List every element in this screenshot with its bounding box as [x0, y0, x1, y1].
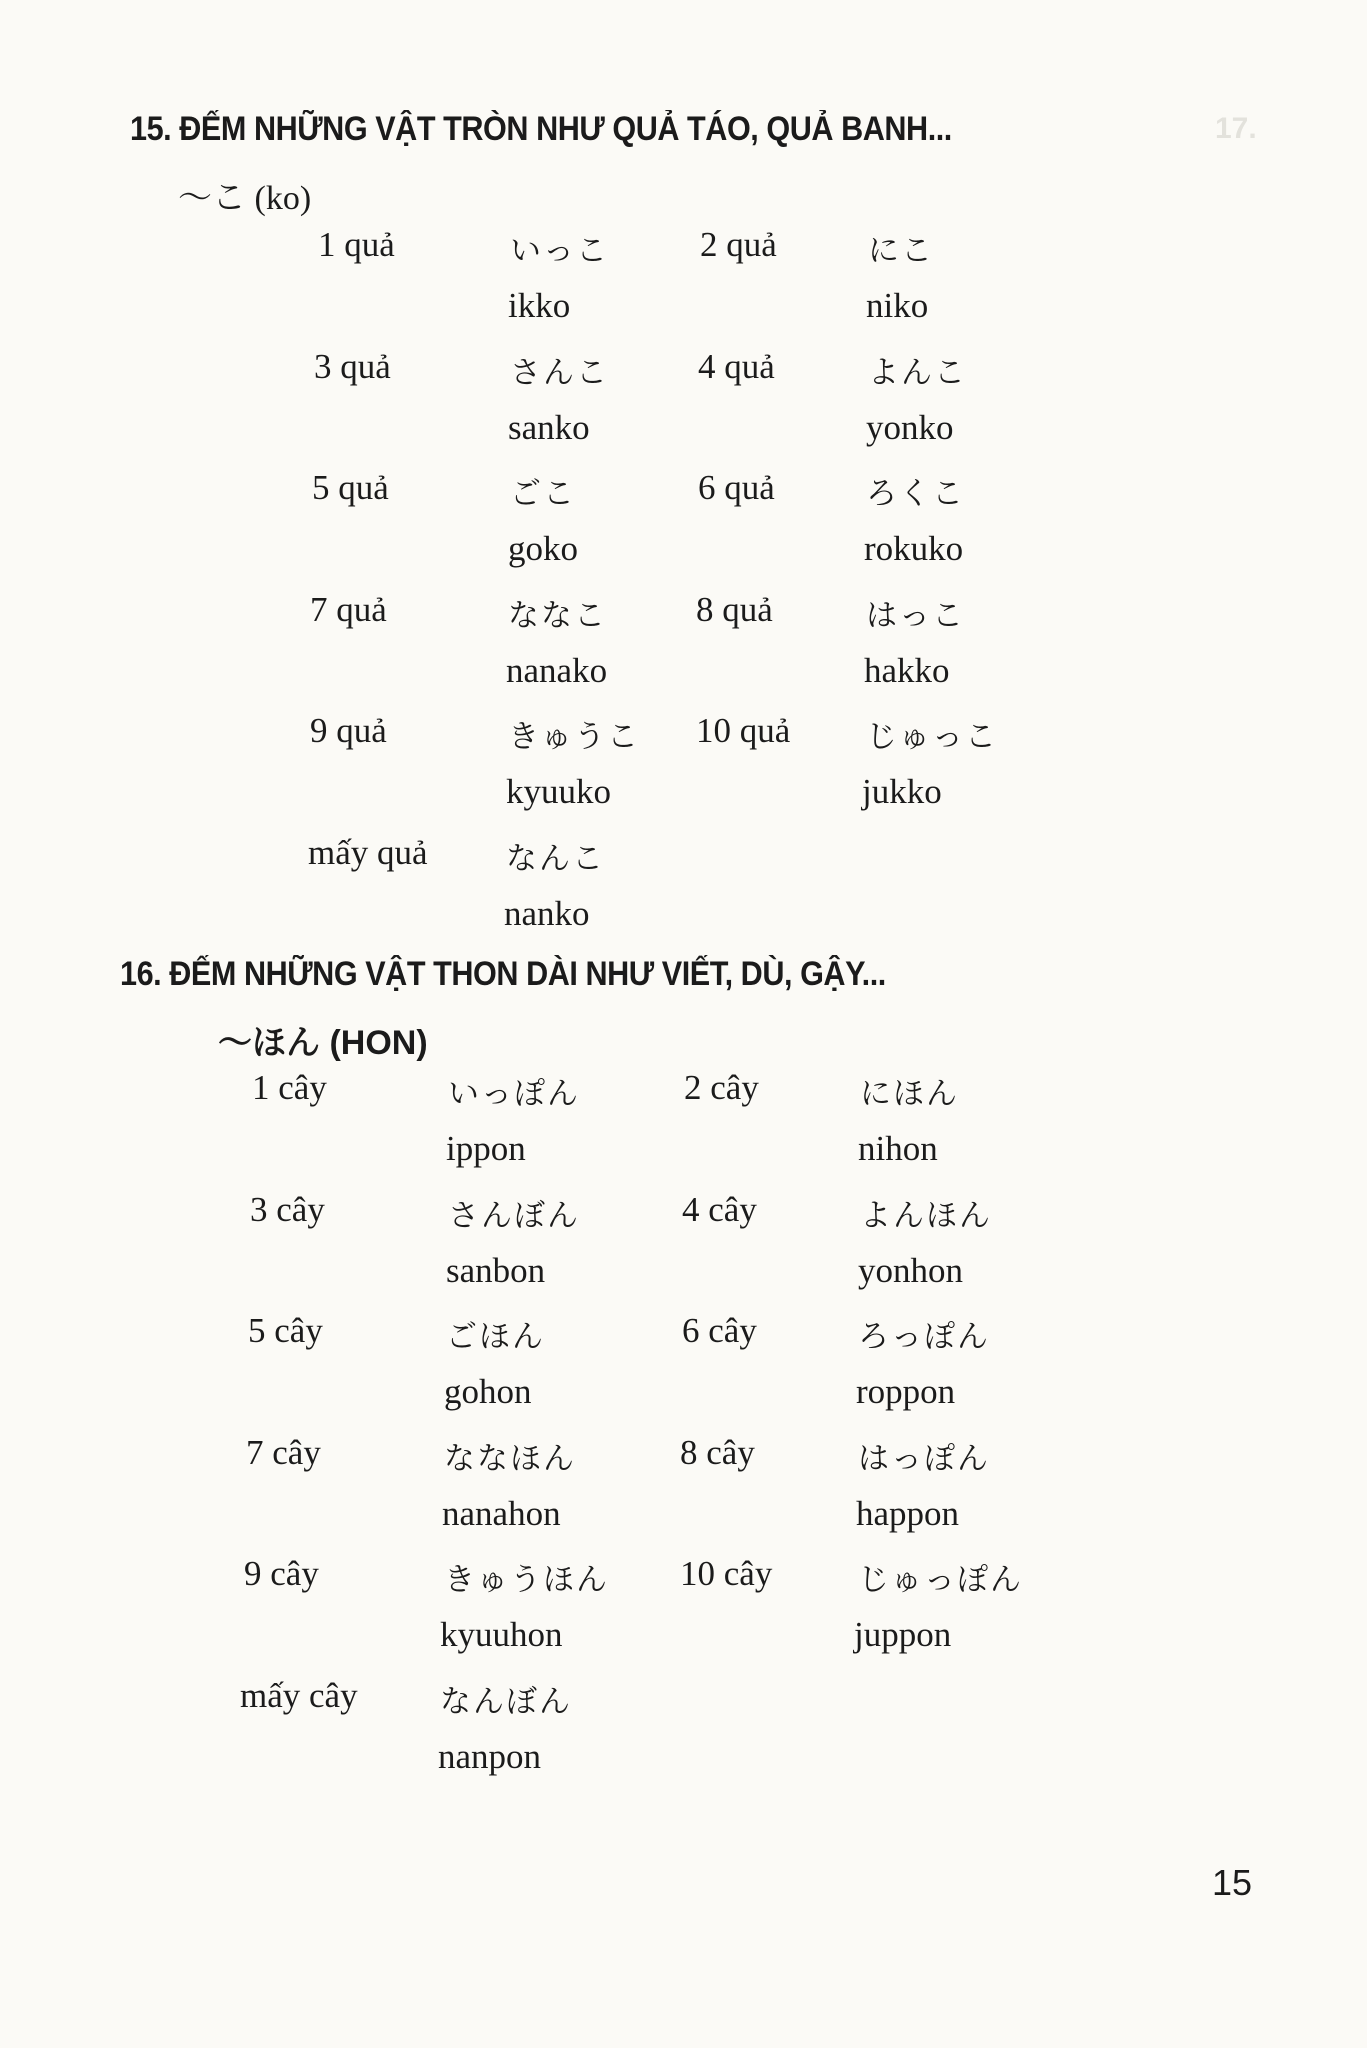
kana-reading: にこ [868, 233, 934, 269]
table-row [0, 1068, 1367, 1190]
romaji-reading: hakko [864, 650, 950, 690]
romaji-reading: sanko [508, 407, 590, 447]
romaji-reading: sanbon [446, 1250, 546, 1290]
romaji-reading: roppon [856, 1372, 956, 1411]
count-label: 10 quả [696, 711, 791, 750]
kana-reading: ろくこ [866, 476, 965, 512]
count-label: 4 quả [698, 346, 775, 386]
count-label: 9 cây [244, 1554, 319, 1593]
table-row [0, 468, 1367, 590]
romaji-reading: ippon [446, 1129, 526, 1168]
romaji-reading: nanako [506, 650, 608, 690]
table-row [0, 1190, 1367, 1312]
kana-reading: さんこ [510, 354, 609, 391]
section-16-counting-table [0, 1068, 1367, 1797]
table-row [0, 1554, 1367, 1676]
count-label: 5 cây [248, 1311, 323, 1350]
count-label: 7 quả [310, 589, 387, 629]
romaji-reading: rokuko [864, 529, 964, 568]
table-row [0, 833, 1367, 955]
count-label: 7 cây [246, 1432, 321, 1472]
table-row [0, 711, 1367, 833]
kana-reading: いっこ [510, 233, 609, 269]
kana-reading: いっぽん [448, 1076, 580, 1112]
romaji-reading: goko [508, 529, 578, 568]
section-15-title: 15. ĐẾM NHỮNG VẬT TRÒN NHƯ QUẢ TÁO, QUẢ BANH... [130, 110, 952, 148]
count-label: 1 cây [252, 1068, 327, 1107]
romaji-reading: happon [856, 1493, 960, 1533]
count-label: 4 cây [682, 1189, 757, 1229]
romaji-reading: nanpon [438, 1736, 542, 1776]
count-label: 8 cây [680, 1432, 755, 1472]
table-row [0, 590, 1367, 712]
count-label: 1 quả [318, 225, 395, 264]
kana-reading: ごこ [510, 476, 576, 512]
kana-reading: よんこ [868, 354, 967, 391]
romaji-reading: ikko [508, 286, 571, 325]
kana-reading: さんぼん [448, 1197, 580, 1234]
table-row [0, 1311, 1367, 1433]
kana-reading: ななこ [508, 597, 607, 634]
romaji-reading: yonhon [858, 1250, 963, 1290]
count-label: 10 cây [680, 1554, 773, 1593]
table-row [0, 347, 1367, 469]
kana-reading: ろっぽん [858, 1319, 990, 1355]
section-15-counter-suffix: 〜こ (ko) [178, 180, 312, 217]
romaji-reading: nihon [858, 1129, 938, 1168]
count-label: 6 cây [682, 1311, 757, 1350]
romaji-reading: yonko [866, 407, 954, 447]
count-label: 8 quả [696, 589, 773, 629]
count-label: 9 quả [310, 711, 387, 750]
count-label: 2 quả [700, 225, 777, 264]
romaji-reading: niko [866, 286, 929, 325]
kana-reading: にほん [860, 1076, 959, 1112]
romaji-reading: jukko [862, 772, 942, 811]
romaji-reading: kyuuhon [440, 1615, 563, 1654]
table-row [0, 1433, 1367, 1555]
count-label: 3 cây [250, 1189, 325, 1229]
kana-reading: よんほん [860, 1197, 992, 1234]
bleed-through-text: 17. [1215, 112, 1257, 145]
romaji-reading: juppon [854, 1615, 952, 1654]
count-label: mấy cây [240, 1675, 358, 1715]
kana-reading: なんこ [506, 840, 605, 877]
table-row [0, 1676, 1367, 1798]
kana-reading: ごほん [446, 1319, 545, 1355]
count-label: 3 quả [314, 346, 391, 386]
count-label: mấy quả [308, 832, 428, 872]
count-label: 5 quả [312, 468, 389, 507]
table-row [0, 225, 1367, 347]
kana-reading: はっこ [866, 597, 965, 634]
romaji-reading: nanko [504, 893, 590, 933]
romaji-reading: nanahon [442, 1493, 561, 1533]
kana-reading: じゅっこ [866, 719, 998, 755]
kana-reading: きゅうほん [444, 1562, 609, 1598]
kana-reading: ななほん [444, 1440, 576, 1477]
section-16-counter-suffix: 〜ほん (HON) [218, 1024, 428, 1062]
romaji-reading: gohon [444, 1372, 532, 1411]
kana-reading: じゅっぽん [858, 1562, 1023, 1598]
count-label: 2 cây [684, 1068, 759, 1107]
kana-reading: はっぽん [858, 1440, 990, 1477]
kana-reading: なんぼん [440, 1683, 572, 1720]
count-label: 6 quả [698, 468, 775, 507]
section-15-counting-table [0, 225, 1367, 954]
page-number: 15 [1211, 1862, 1252, 1903]
romaji-reading: kyuuko [506, 772, 611, 811]
kana-reading: きゅうこ [508, 719, 640, 755]
section-16-title: 16. ĐẾM NHỮNG VẬT THON DÀI NHƯ VIẾT, DÙ, GẬY... [120, 955, 886, 993]
